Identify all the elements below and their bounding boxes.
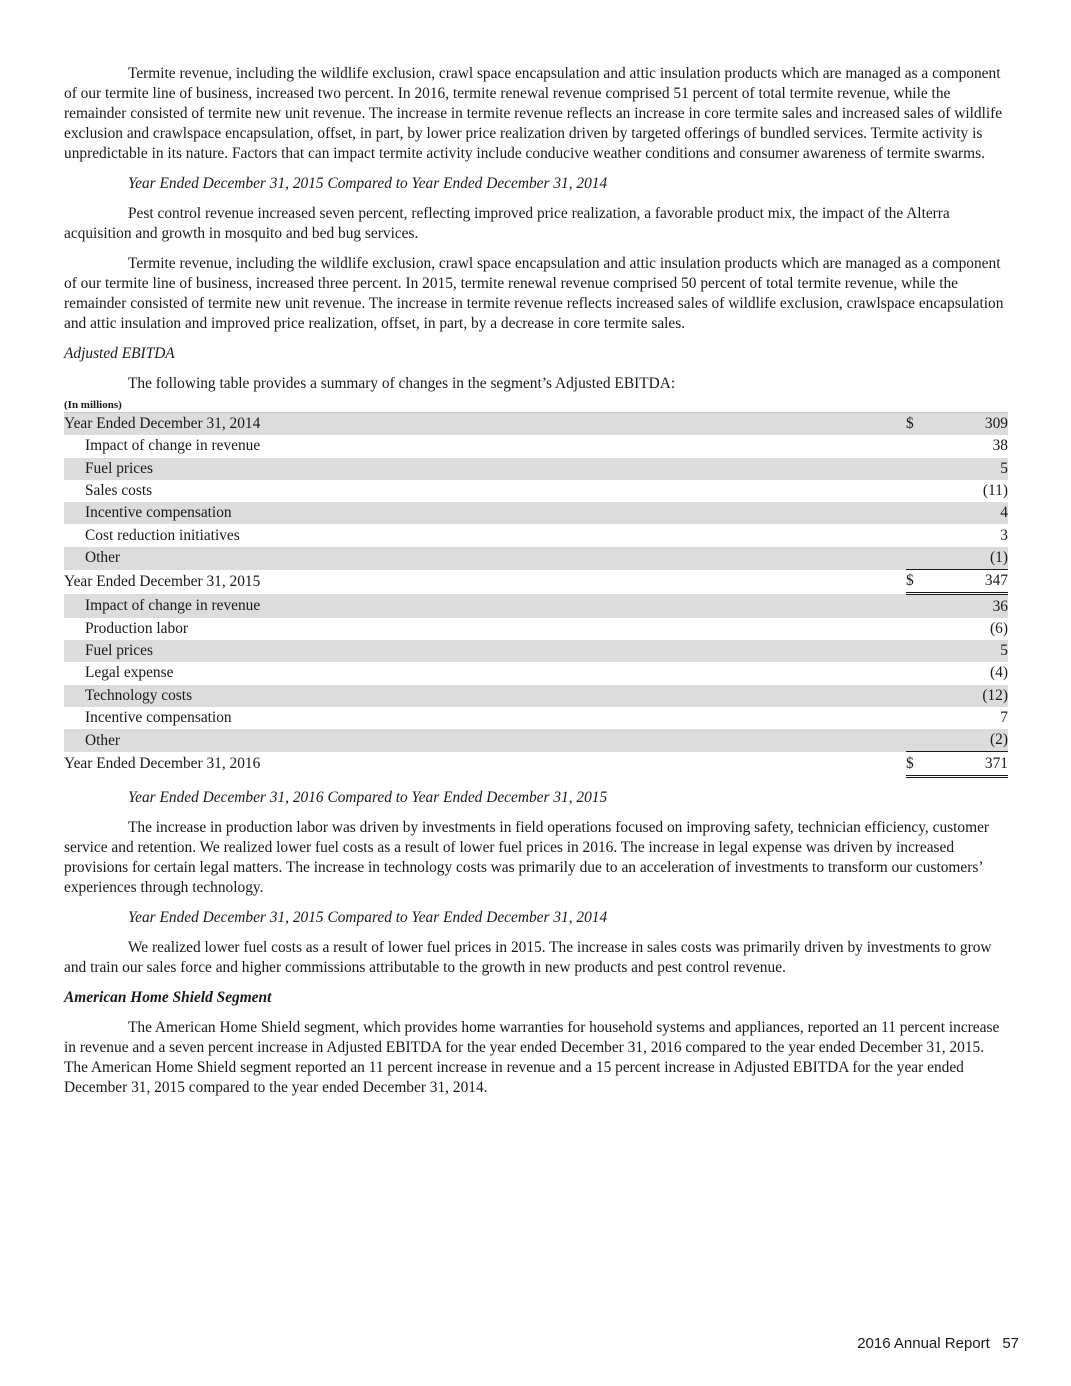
- paragraph-american-home-shield: The American Home Shield segment, which provides home warranties for household systems and appliances, reported an 11 percent increase in revenue and a seven percent increase in Adjusted EBITDA for the year ended December 31, 2016 compared to the year ended December 31, 2015. The American Home Shield segment reported an 11 percent increase in revenue and a 15 percent increase in Adjusted EBITDA for the year ended December 31, 2015 compared to the year ended December 31, 2014.: [64, 1018, 1000, 1096]
- table-row: [64, 480, 1008, 502]
- row-value: (1): [928, 547, 1008, 570]
- row-label: Cost reduction initiatives: [85, 526, 240, 544]
- footer-page-number: 57: [1002, 1335, 1019, 1352]
- row-currency: [906, 640, 928, 662]
- paragraph-2016-drivers: The increase in production labor was driven by investments in field operations focused on improving safety, technician efficiency, customer service and retention. We realized lower fuel costs as a result of lower fuel prices in 2016. The increase in legal expense was driven by increased provisions for certain legal matters. The increase in technology costs was primarily due to an acceleration of investments to transform our customers’ experiences through technology.: [64, 818, 990, 896]
- table-row: [64, 594, 1008, 618]
- row-currency: [906, 729, 928, 752]
- row-value: 38: [992, 437, 1008, 455]
- row-currency: [906, 618, 928, 640]
- table-row: [64, 435, 1008, 457]
- footer-report-title: 2016 Annual Report: [857, 1335, 990, 1352]
- row-label: Legal expense: [85, 664, 174, 682]
- row-value: (4): [990, 664, 1008, 682]
- row-label: Production labor: [85, 619, 189, 637]
- row-value: (11): [982, 482, 1008, 500]
- row-label: Fuel prices: [64, 458, 896, 480]
- row-value: (2): [928, 729, 1008, 752]
- row-value: 3: [1000, 526, 1008, 544]
- row-label: Sales costs: [85, 482, 153, 500]
- table-row: [64, 729, 1008, 752]
- subheading-2015-vs-2014-b: Year Ended December 31, 2015 Compared to Year Ended December 31, 2014: [128, 908, 608, 926]
- row-label: Incentive compensation: [85, 709, 232, 726]
- row-label: Incentive compensation: [64, 502, 896, 524]
- row-value: 309: [928, 413, 1008, 436]
- adjusted-ebitda-table: [64, 412, 1008, 778]
- table-row: [64, 547, 1008, 570]
- table-row: [64, 618, 1008, 640]
- table-row: [64, 413, 1008, 436]
- row-currency: [906, 435, 928, 457]
- table-row: [64, 524, 1008, 546]
- page-content: [64, 64, 1008, 1108]
- table-row: [64, 640, 1008, 662]
- table-row: [64, 752, 1008, 776]
- section-heading-american-home-shield: American Home Shield Segment: [64, 988, 272, 1006]
- paragraph-termite-2016: Termite revenue, including the wildlife exclusion, crawl space encapsulation and attic insulation products which are managed as a component of our termite line of business, increased two percent. In 2016, termite renewal revenue comprised 51 percent of total termite revenue, while the remainder consisted of termite new unit revenue. The increase in termite revenue reflects an increase in core termite sales and increased sales of wildlife exclusion and crawlspace encapsulation, offset, in part, by lower price realization driven by targeted offerings of bundled services. Termite activity is unpredictable in its nature. Factors that can impact termite activity include conducive weather conditions and consumer awareness of termite swarms.: [64, 65, 1003, 162]
- subheading-2016-vs-2015: Year Ended December 31, 2016 Compared to Year Ended December 31, 2015: [128, 788, 608, 806]
- row-label: Other: [64, 729, 896, 752]
- row-currency: [906, 662, 928, 684]
- row-currency: [906, 547, 928, 570]
- table-row: [64, 458, 1008, 480]
- paragraph-pest-control-2015: Pest control revenue increased seven percent, reflecting improved price realization, a favorable product mix, the impact of the Alterra acquisition and growth in mosquito and bed bug services.: [64, 205, 950, 242]
- row-value: 371: [928, 752, 1008, 776]
- row-label: Technology costs: [64, 685, 896, 707]
- paragraph-termite-2015: Termite revenue, including the wildlife exclusion, crawl space encapsulation and attic insulation products which are managed as a component of our termite line of business, increased three percent. In 2015, termite renewal revenue comprised 50 percent of total termite revenue, while the remainder consisted of termite new unit revenue. The increase in termite revenue reflects increased sales of wildlife exclusion, crawlspace encapsulation and attic insulation and improved price realization, offset, in part, by a decrease in core termite sales.: [64, 255, 1004, 332]
- row-label: Impact of change in revenue: [64, 594, 896, 618]
- row-currency: [906, 480, 928, 502]
- row-currency: [906, 502, 928, 524]
- row-value: 5: [928, 640, 1008, 662]
- row-value: 347: [928, 570, 1008, 594]
- row-value: 4: [928, 502, 1008, 524]
- row-currency: [906, 594, 928, 618]
- table-row: [64, 707, 1008, 729]
- paragraph-2015-drivers: We realized lower fuel costs as a result of lower fuel prices in 2015. The increase in sales costs was primarily driven by investments to grow and train our sales force and higher commissions attributable to the growth in new products and pest control revenue.: [64, 938, 992, 976]
- subheading-2015-vs-2014: Year Ended December 31, 2015 Compared to Year Ended December 31, 2014: [128, 175, 608, 192]
- row-value: (6): [990, 619, 1008, 637]
- row-currency: [906, 458, 928, 480]
- row-label: Other: [64, 547, 896, 570]
- table-row: [64, 685, 1008, 707]
- row-currency: [906, 685, 928, 707]
- row-currency: [906, 524, 928, 546]
- table-row: [64, 570, 1008, 594]
- row-currency: $: [906, 570, 928, 594]
- row-currency: $: [906, 752, 928, 776]
- section-heading-adjusted-ebitda: Adjusted EBITDA: [64, 345, 175, 362]
- row-value: 5: [928, 458, 1008, 480]
- table-units-label: (In millions): [64, 399, 122, 411]
- row-value: 7: [1000, 709, 1008, 726]
- row-currency: $: [906, 413, 928, 436]
- row-value: (12): [928, 685, 1008, 707]
- table-row: [64, 662, 1008, 684]
- row-label: Impact of change in revenue: [85, 437, 261, 455]
- row-label: Year Ended December 31, 2015: [64, 572, 261, 590]
- table-row: [64, 502, 1008, 524]
- row-label: Fuel prices: [64, 640, 896, 662]
- row-value: 36: [928, 594, 1008, 618]
- row-label: Year Ended December 31, 2016: [64, 755, 261, 773]
- row-label: Year Ended December 31, 2014: [64, 413, 896, 436]
- paragraph-table-intro: The following table provides a summary of changes in the segment’s Adjusted EBITDA:: [128, 375, 676, 392]
- row-currency: [906, 707, 928, 729]
- page-footer: [857, 1335, 1019, 1352]
